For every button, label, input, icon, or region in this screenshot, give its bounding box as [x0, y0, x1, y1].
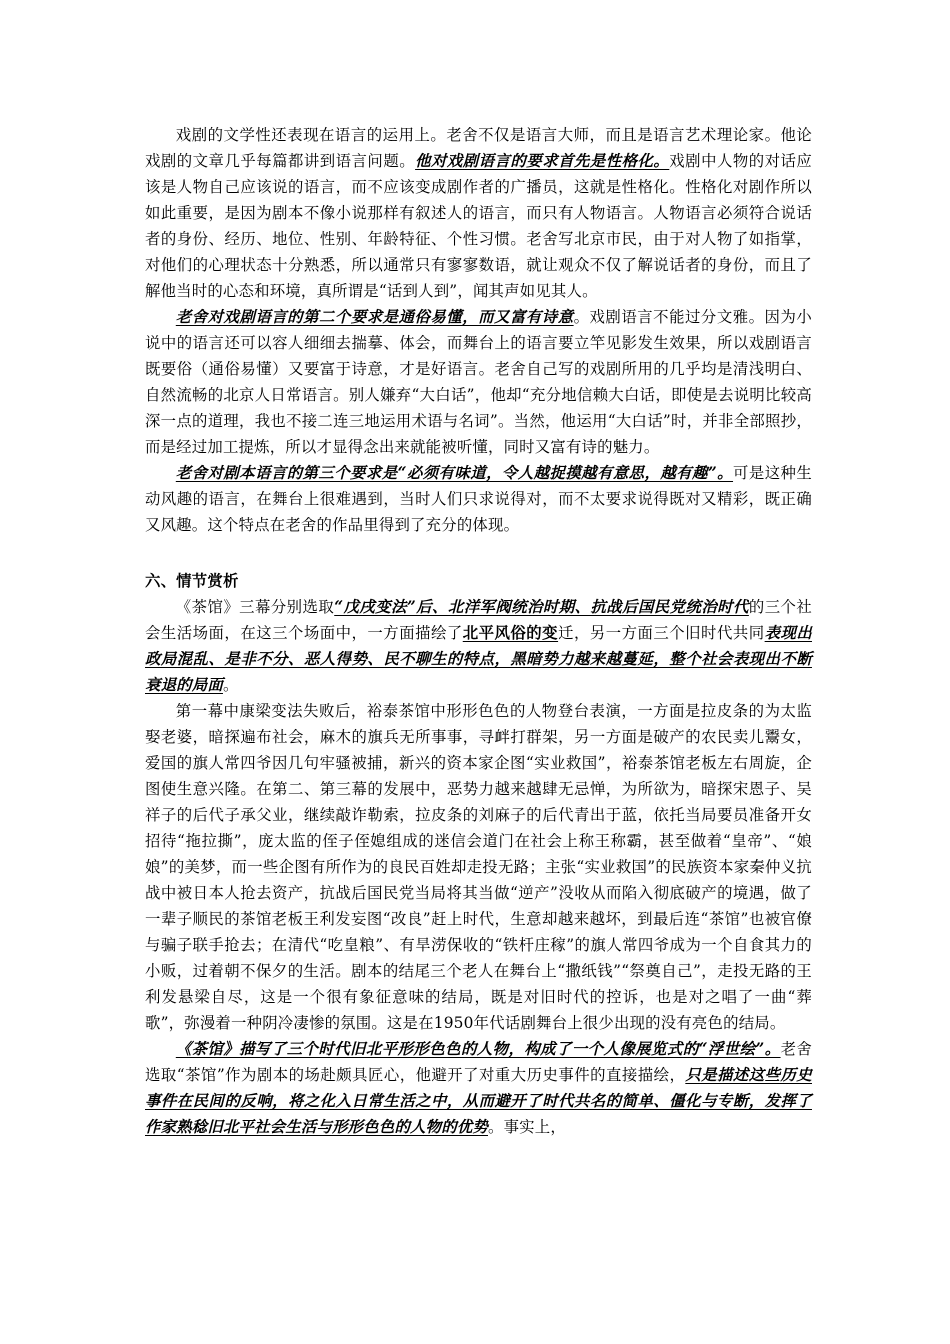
emphasis-first-requirement: 他对戏剧语言的要求首先是性格化。 [415, 152, 670, 170]
emphasis-folk-response: 只是描述这些历史事件在民间的反响，将之化入日常生活之中，从而避开了时代共名的简单、僵化与专断，发挥了作家熟稔旧北平社会生活与形形色色的人物的优势 [145, 1066, 812, 1136]
paragraph-ukiyoe: 《茶馆》描写了三个时代旧北平形形色色的人物，构成了一个人像展览式的“浮世绘”。老舍选取“茶馆”作为剧本的场赴颇具匠心，他避开了对重大历史事件的直接描绘，只是描述这些历史事件在民间的反响，将之化入日常生活之中，从而避开了时代共名的简单、僵化与专断，发挥了作家熟稔旧北平社会生活与形形色色的人物的优势。事实上， [145, 1040, 812, 1136]
document-page [145, 122, 812, 1140]
emphasis-three-eras: “戊戌变法”后、北洋军阀统治时期、抗战后国民党统治时代 [334, 598, 749, 616]
paragraph-language-intro: 戏剧的文学性还表现在语言的运用上。老舍不仅是语言大师，而且是语言艺术理论家。他论戏剧的文章几乎每篇都讲到语言问题。他对戏剧语言的要求首先是性格化。戏剧中人物的对话应该是人物自己应该说的语言，而不应该变成剧作者的广播员，这就是性格化。性格化对剧作所以如此重要，是因为剧本不像小说那样有叙述人的语言，而只有人物语言。人物语言必须符合说话者的身份、经历、地位、性别、年龄特征、个性习惯。老舍写北京市民，由于对人物了如指掌，对他们的心理状态十分熟悉，所以通常只有寥寥数语，就让观众不仅了解说话者的身份，而且了解他当时的心态和环境，真所谓是“话到人到”，闻其声如见其人。 [145, 126, 812, 300]
section-title: 六、情节赏析 [145, 572, 239, 590]
paragraph-three-acts: 《茶馆》三幕分别选取“戊戌变法”后、北洋军阀统治时期、抗战后国民党统治时代的三个社会生活场面，在这三个场面中，一方面描绘了北平风俗的变迁，另一方面三个旧时代共同表现出政局混乱、是非不分、恶人得势、民不聊生的特点，黑暗势力越来越蔓延，整个社会表现出不断衰退的局面。 [145, 598, 812, 694]
emphasis-customs: 北平风俗的变 [462, 624, 559, 642]
emphasis-ukiyoe: 《茶馆》描写了三个时代旧北平形形色色的人物，构成了一个人像展览式的“浮世绘”。 [175, 1040, 781, 1058]
paragraph-third-requirement: 老舍对剧本语言的第三个要求是“必须有味道，令人越捉摸越有意思，越有趣”。可是这种生动风趣的语言，在舞台上很难遇到，当时人们只求说得对，而不太要求说得既对又精彩，既正确又风趣。这个特点在老舍的作品里得到了充分的体现。 [145, 464, 812, 534]
paragraph-second-requirement: 老舍对戏剧语言的第二个要求是通俗易懂，而又富有诗意。戏剧语言不能过分文雅。因为小说中的语言还可以容人细细去揣摹、体会，而舞台上的语言要立竿见影发生效果，所以戏剧语言既要俗（通俗易懂）又要富于诗意，才是好语言。老舍自己写的戏剧所用的几乎均是清浅明白、自然流畅的北京人日常语言。别人嫌弃“大白话”，他却“充分地信赖大白话，即使是去说明比较高深一点的道理，我也不接二连三地运用术语与名词”。当然，他运用“大白话”时，并非全部照抄，而是经过加工提炼，所以才显得念出来就能被听懂，同时又富有诗的魅力。 [145, 308, 812, 456]
emphasis-third-requirement: 老舍对剧本语言的第三个要求是“必须有味道，令人越捉摸越有意思，越有趣”。 [175, 464, 734, 482]
paragraph-act-details: 第一幕中康梁变法失败后，裕泰茶馆中形形色色的人物登台表演，一方面是拉皮条的为太监娶老婆，暗探遍布社会，麻木的旗兵无所事事，寻衅打群架，另一方面是破产的农民卖儿鬻女，爱国的旗人常四爷因几句牢骚被捕，新兴的资本家企图“实业救国”，裕泰茶馆老板左右周旋，企图使生意兴隆。在第二、第三幕的发展中，恶势力越来越肆无忌惮，为所欲为，暗探宋恩子、吴祥子的后代子承父业，继续敲诈勒索，拉皮条的刘麻子的后代青出于蓝，依托当局要员准备开女招待“拖拉撕”，庞太监的侄子侄媳组成的迷信会道门在社会上称王称霸，甚至做着“皇帝”、“娘娘”的美梦，而一些企图有所作为的良民百姓却走投无路；主张“实业救国”的民族资本家秦仲义抗战中被日本人抢去资产，抗战后国民党当局将其当做“逆产”没收从而陷入彻底破产的境遇，做了一辈子顺民的茶馆老板王利发妄图“改良”赶上时代，生意却越来越坏，到最后连“茶馆”也被官僚与骗子联手抢去；在清代“吃皇粮”、有旱涝保收的“铁杆庄稼”的旗人常四爷成为一个自食其力的小贩，过着朝不保夕的生活。剧本的结尾三个老人在舞台上“撒纸钱”“祭奠自己”，走投无路的王利发悬梁自尽，这是一个很有象征意味的结局，既是对旧时代的控诉，也是对之唱了一曲“葬歌”，弥漫着一种阴冷凄惨的氛围。这是在1950年代话剧舞台上很少出现的没有亮色的结局。 [145, 702, 812, 1032]
emphasis-second-requirement: 老舍对戏剧语言的第二个要求是通俗易懂，而又富有诗意 [175, 308, 574, 326]
emphasis-decline: 表现出政局混乱、是非不分、恶人得势、民不聊生的特点，黑暗势力越来越蔓延，整个社会表现出不断衰退的局面 [145, 624, 812, 694]
